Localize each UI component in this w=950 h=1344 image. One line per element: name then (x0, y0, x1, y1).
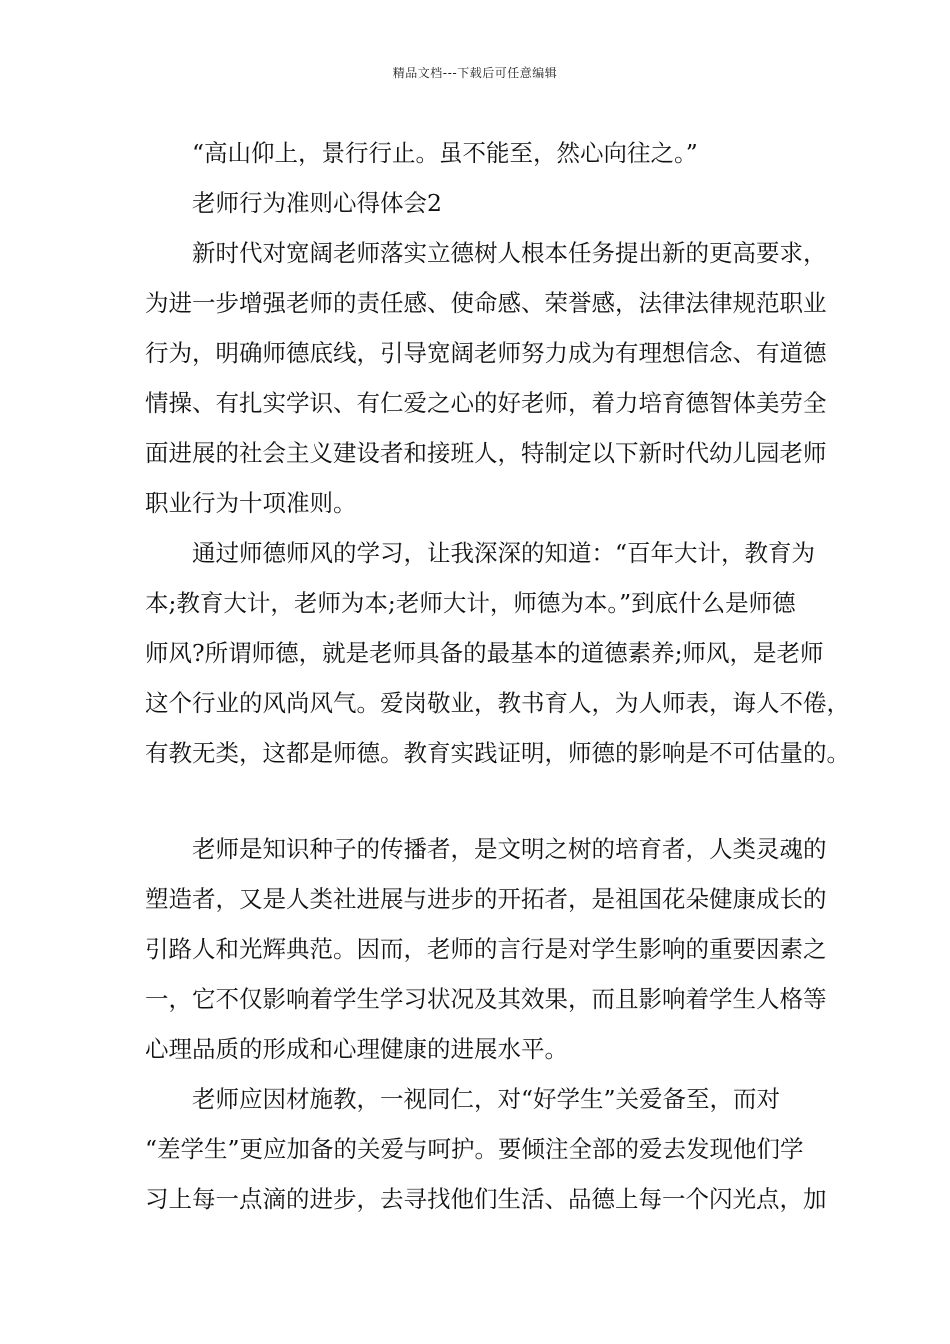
paragraph-1-line-5: 面进展的社会主义建设者和接班人，特制定以下新时代幼儿园老师 (145, 439, 827, 467)
paragraph-2-line-3: 师风?所谓师德，就是老师具备的最基本的道德素养;师风，是老师 (145, 639, 824, 667)
paragraph-1-line-4: 情操、有扎实学识、有仁爱之心的好老师，着力培育德智体美劳全 (145, 389, 827, 417)
paragraph-4-line-2: “差学生”更应加备的关爱与呵护。要倾注全部的爱去发现他们学 (145, 1135, 804, 1163)
paragraph-4-line-3: 习上每一点滴的进步，去寻找他们生活、品德上每一个闪光点，加 (145, 1185, 827, 1213)
paragraph-2-line-4: 这个行业的风尚风气。爱岗敬业，教书育人，为人师表，诲人不倦， (145, 689, 850, 717)
paragraph-3-line-2: 塑造者，又是人类社进展与进步的开拓者，是祖国花朵健康成长的 (145, 885, 827, 913)
paragraph-2-line-5: 有教无类，这都是师德。教育实践证明，师德的影响是不可估量的。 (145, 739, 850, 767)
section-title: 老师行为准则心得体会2 (192, 189, 442, 217)
paragraph-1-line-2: 为进一步增强老师的责任感、使命感、荣誉感，法律法律规范职业 (145, 289, 827, 317)
paragraph-4-line-1: 老师应因材施教，一视同仁，对“好学生”关爱备至，而对 (192, 1085, 781, 1113)
paragraph-3-line-4: 一，它不仅影响着学生学习状况及其效果，而且影响着学生人格等 (145, 985, 827, 1013)
paragraph-3-line-3: 引路人和光辉典范。因而，老师的言行是对学生影响的重要因素之 (145, 935, 827, 963)
page-header: 精品文档---下载后可任意编辑 (392, 66, 558, 80)
paragraph-gap (145, 778, 825, 824)
document-body (145, 128, 850, 1224)
paragraph-1-line-3: 行为，明确师德底线，引导宽阔老师努力成为有理想信念、有道德 (145, 339, 827, 367)
paragraph-2-line-2: 本;教育大计，老师为本;老师大计，师德为本。”到底什么是师德 (145, 589, 796, 617)
paragraph-3-line-1: 老师是知识种子的传播者，是文明之树的培育者，人类灵魂的 (192, 835, 827, 863)
paragraph-1-line-6: 职业行为十项准则。 (145, 489, 357, 517)
quote-line: “高山仰上，景行行止。虽不能至，然心向往之。” (192, 139, 698, 167)
paragraph-2-line-1: 通过师德师风的学习，让我深深的知道：“百年大计，教育为 (192, 539, 816, 567)
paragraph-1-line-1: 新时代对宽阔老师落实立德树人根本任务提出新的更高要求， (192, 239, 827, 267)
paragraph-3-line-5: 心理品质的形成和心理健康的进展水平。 (145, 1035, 568, 1063)
